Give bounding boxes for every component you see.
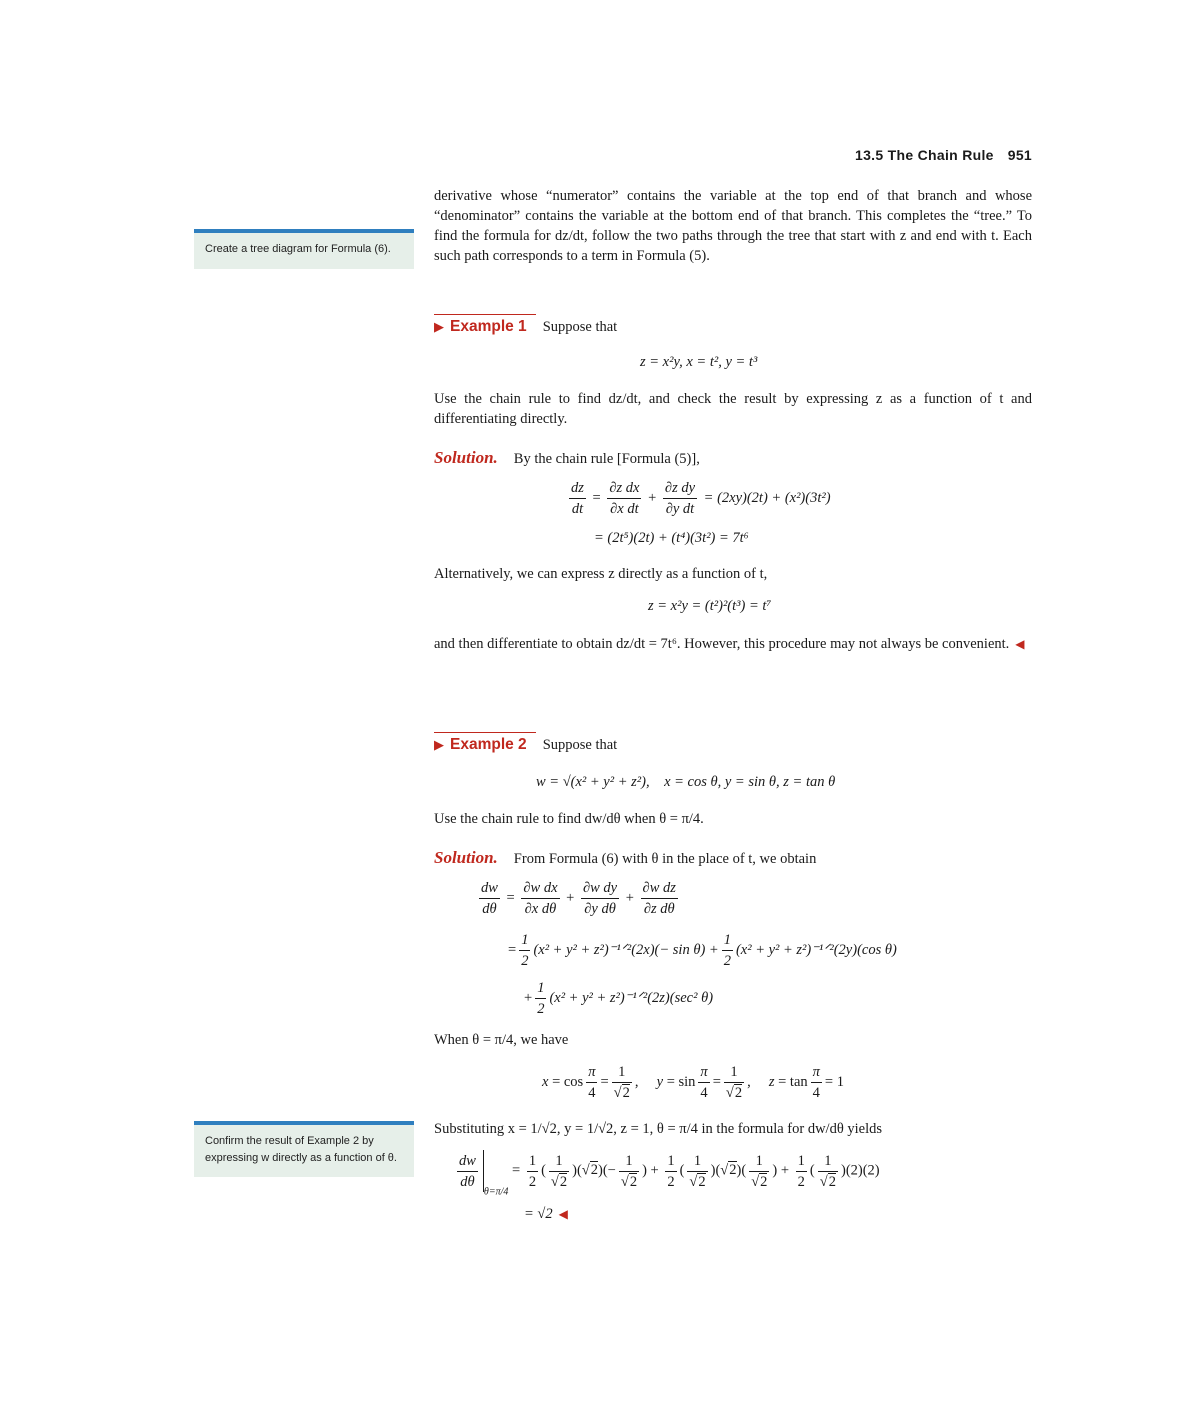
end-marker-icon: ◀ — [558, 1207, 568, 1221]
example2-line3-text: (x² + y² + z²)⁻¹ᐟ²(2z)(sec² θ) — [549, 989, 714, 1006]
example2-line2-text: (x² + y² + z²)⁻¹ᐟ²(2x)(− sin θ) + — [533, 941, 719, 958]
solution-lead: By the chain rule [Formula (5)], — [513, 451, 700, 467]
example2-final-text: = √2 — [524, 1206, 553, 1222]
example2-substituting: Substituting x = 1/√2, y = 1/√2, z = 1, θ = π/4 in the formula for dw/dθ yields — [434, 1121, 883, 1137]
example1-conclusion — [434, 634, 1032, 654]
example2-given — [536, 774, 835, 791]
example2-chain-line: $\frac{dw}{d\theta}$ = $\frac{\text{∂w dx}}{\text{∂x dθ}}$ + $\frac{\text{∂w dy}}{\text{∂y dθ}}$ + $\frac{\text{∂w dz}}{\text{∂z dθ}}$ — [481, 880, 676, 917]
example1-heading — [434, 318, 617, 336]
example1-rule — [434, 314, 536, 315]
example1-conclusion-text: and then differentiate to obtain dz/dt = 7t⁶. However, this procedure may not always be convenient. — [434, 636, 1010, 652]
example2-task: Use the chain rule to find dw/dθ when θ = π/4. — [434, 811, 704, 827]
example2-final — [524, 1206, 568, 1223]
example2-line2b-text: (x² + y² + z²)⁻¹ᐟ²(2y)(cos θ) — [735, 941, 897, 958]
example2-line3: + $\frac{1}{2}$ (x² + y² + z²)⁻¹ᐟ²(2z)(sec² θ) — [524, 980, 714, 1017]
intro-paragraph: derivative whose “numerator” contains the variable at the top end of that branch and whose “denominator” contains the variable at the bottom end of that branch. This completes the “tree.” To find the formula for dz/dt, follow the two paths through the tree that start with z and end with t. Each such path corresponds to a term in Formula (5). — [434, 188, 1032, 264]
play-triangle-icon: ▶ — [434, 737, 444, 752]
example1-alt-eq: z = x²y = (t²)²(t³) = t⁷ — [648, 598, 772, 614]
example1-chain-line: $\frac{dz}{dt}$ = $\frac{\text{∂z dx}}{\text{∂x dt}}$ + $\frac{\text{∂z dy}}{\text{∂y dt}}$ = (2xy)(2t) + (x²)(3t²) — [571, 480, 831, 517]
example2-given-w: w = √(x² + y² + z²), — [536, 774, 650, 790]
example2-solution-heading — [434, 848, 816, 868]
example2-evaluation: $\frac{dw}{d\theta}$ $_{\theta=\pi/4}$ = $\frac{1}{2}$ ( $\frac{1}{√2}$ )(√2)(− $\frac{1}{√2}$ ) + $\frac{1}{2}$ ( $\frac{1}{√2}$ )(√2)( $\frac{1}{√2}$ ) + $\frac{1}{2}$ ( $\frac{1}{√2}$ )(2)(2) — [454, 1150, 880, 1197]
solution-label: Solution. — [434, 448, 498, 467]
example1-given: z = x²y, x = t², y = t³ — [640, 354, 758, 370]
example2-line2: = $\frac{1}{2}$ (x² + y² + z²)⁻¹ᐟ²(2x)(− sin θ) + $\frac{1}{2}$ (x² + y² + z²)⁻¹ᐟ²(2y)(cos θ) — [508, 932, 897, 969]
example1-line2: = (2t⁵)(2t) + (t⁴)(3t²) = 7t⁶ — [594, 530, 749, 546]
solution-label: Solution. — [434, 848, 498, 867]
example1-alt-text: Alternatively, we can express z directly as a function of t, — [434, 566, 768, 582]
example1-task: Use the chain rule to find dz/dt, and check the result by expressing z as a function of t and differentiating directly. — [434, 391, 1032, 427]
example1-line1-rhs: = (2xy)(2t) + (x²)(3t²) — [703, 489, 831, 506]
example2-when: When θ = π/4, we have — [434, 1032, 569, 1048]
example2-label: Example 2 — [450, 736, 527, 753]
running-header — [855, 147, 1032, 163]
example2-lead: Suppose that — [542, 737, 618, 753]
margin-note-confirm: Confirm the result of Example 2 by expressing w directly as a function of θ. — [194, 1121, 414, 1177]
example1-label: Example 1 — [450, 318, 527, 335]
example2-rule — [434, 732, 536, 733]
example2-values: x = cos $\frac{\pi}{4}$ = $\frac{1}{√2}$ , y = sin $\frac{\pi}{4}$ = $\frac{1}{√2}$ , z = tan $\frac{\pi}{4}$ = 1 — [542, 1064, 844, 1101]
example1-lead: Suppose that — [542, 319, 618, 335]
section-title: 13.5 The Chain Rule — [855, 147, 994, 163]
play-triangle-icon: ▶ — [434, 319, 444, 334]
page-number: 951 — [1007, 147, 1032, 163]
example2-heading — [434, 736, 617, 754]
solution-lead: From Formula (6) with θ in the place of t, we obtain — [513, 851, 817, 867]
end-marker-icon: ◀ — [1015, 637, 1025, 651]
example2-given-rest: x = cos θ, y = sin θ, z = tan θ — [664, 774, 836, 790]
margin-note-tree: Create a tree diagram for Formula (6). — [194, 229, 414, 269]
example1-solution-heading — [434, 448, 700, 468]
